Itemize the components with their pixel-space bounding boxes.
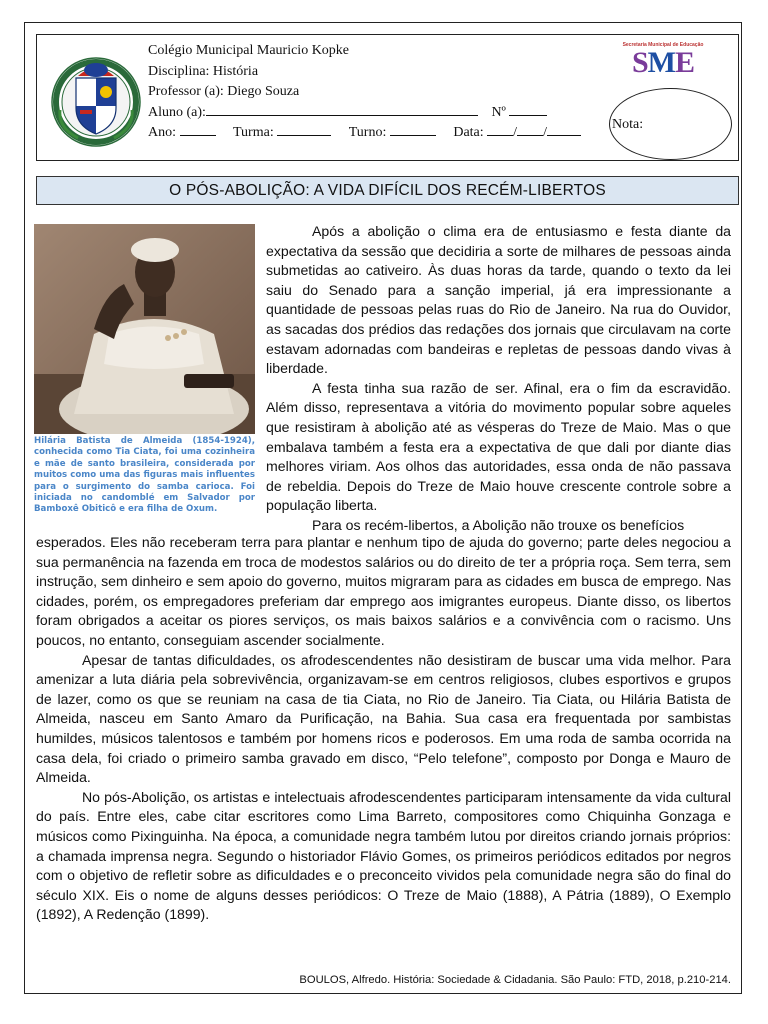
tia-ciata-photo xyxy=(34,224,255,434)
article-text-full xyxy=(36,533,731,925)
class-info-line: Ano: Turma: Turno: Data: / / xyxy=(148,123,581,144)
class-label: Turma: xyxy=(233,125,274,140)
page-title: O PÓS-ABOLIÇÃO: A VIDA DIFÍCIL DOS RECÉM-LIBERTOS xyxy=(36,176,739,205)
class-blank[interactable] xyxy=(277,124,331,136)
municipal-seal-logo xyxy=(50,56,142,148)
sme-logo-small-text: Secretaria Municipal de Educação xyxy=(622,42,704,48)
source-citation: BOULOS, Alfredo. História: Sociedade & Cidadania. São Paulo: FTD, 2018, p.210-214. xyxy=(299,974,731,986)
sme-logo xyxy=(622,42,704,84)
date-day-blank[interactable] xyxy=(487,124,513,136)
paragraph-1: Após a abolição o clima era de entusiasmo e festa diante da expectativa da sessão que decidiria a sorte de milhares de pessoas ainda submetidas ao cativeiro. Às duas horas da tarde, quando o texto da lei saiu do Senado para a sanção imperial, já era impressionante a quantidade de pessoas pelas ruas do Rio de Janeiro. Na rua do Ouvidor, as sacadas dos prédios das redações dos jornais que circulavam na corte estavam adornadas com bandeiras e repletas de pessoas dando vivas à liberdade. xyxy=(266,223,731,377)
year-label: Ano: xyxy=(148,125,176,140)
grade-label: Nota: xyxy=(612,117,644,132)
teacher: Professor (a): Diego Souza xyxy=(148,84,300,99)
paragraph-5: No pós-Abolição, os artistas e intelectuais afrodescendentes participaram intensamente da vida cultural do país. Entre eles, cabe citar escritores como Lima Barreto, compositores como Chiquinha Gonzaga e músicos como Pixinguinha. Na época, a comunidade negra também lutou por direitos criando jornais próprios: a chamada imprensa negra. Segundo o historiador Flávio Gomes, os primeiros periódicos editados por negros com o objetivo de refletir sobre as dificuldades e o preconceito vividos pela comunidade negra são do final do século XIX. Eis o nome de alguns desses periódicos: O Treze de Maio (1888), A Pátria (1889), O Exemplo (1892), A Redenção (1899). xyxy=(36,788,731,923)
date-month-blank[interactable] xyxy=(517,124,543,136)
shift-blank[interactable] xyxy=(390,124,436,136)
header-info xyxy=(148,41,581,144)
student-name-blank[interactable] xyxy=(206,104,478,116)
date-year-blank[interactable] xyxy=(547,124,581,136)
paragraph-3-start: Para os recém-libertos, a Abolição não trouxe os benefícios xyxy=(312,516,685,533)
article-text-wrapped xyxy=(266,222,731,536)
number-label: Nº xyxy=(491,104,506,120)
photo-caption: Hilária Batista de Almeida (1854-1924), conhecida como Tia Ciata, foi uma cozinheira e mãe de santo brasileira, considerada por muitos como uma das figuras mais influentes para o surgimento do samba carioca. Foi iniciada no candomblé em Salvador por Bamboxê Obiticô e era filha de Oxum. xyxy=(34,436,255,515)
student-line xyxy=(148,103,581,124)
discipline: Disciplina: História xyxy=(148,63,259,79)
school-name: Colégio Municipal Mauricio Kopke xyxy=(148,43,350,58)
student-label: Aluno (a): xyxy=(148,104,206,120)
shift-label: Turno: xyxy=(348,125,387,140)
year-blank[interactable] xyxy=(180,124,216,136)
paragraph-4: Apesar de tantas dificuldades, os afrodescendentes não desistiram de buscar uma vida melhor. Para amenizar a luta diária pela sobrevivência, organizavam-se em centros religiosos, clubes esportivos e grupos de lazer, como os que se reuniam na casa de tia Ciata, no Rio de Janeiro. Tia Ciata, ou Hilária Batista de Almeida, nasceu em Santo Amaro da Purificação, na Bahia. Sua casa era frequentada por sambistas humildes, músicos talentosos e também por homens ricos e poderosos. Em uma roda de samba ocorrida na casa dela, foi criado o primeiro samba gravado em disco, “Pelo telefone”, composto por Donga e Mauro de Almeida. xyxy=(36,651,731,786)
paragraph-3-rest: esperados. Eles não receberam terra para plantar e nenhum tipo de ajuda do governo; parte deles negociou a sua permanência na fazenda em troca de modestos salários ou do direito de ter a própria roça. Sem terra, sem instrução, sem dinheiro e sem apoio do governo, muitos migraram para as cidades em busca de emprego. Nas cidades, porém, os empregadores preferiam dar emprego aos imigrantes europeus. Diante disso, os libertos foram obrigados a aceitar os piores serviços, os mais baixos salários e a convivência com o racismo. Uns poucos, no entanto, conseguiam ascender socialmente. xyxy=(36,534,731,648)
sme-logo-letters: SME xyxy=(631,46,695,79)
paragraph-2: A festa tinha sua razão de ser. Afinal, era o fim da escravidão. Além disso, representava a vitória do movimento popular sobre aqueles que resistiram à abolição até as vésperas do Treze de Maio. Mas o que embalava também a festa era a expectativa de que dali por diante dias melhores viriam. Aos olhos das autoridades, essa onda de não passava de rebeldia. Depois do Treze de Maio houve crescente controle sobre a população liberta. xyxy=(266,379,731,514)
date-label: Data: xyxy=(453,125,484,140)
number-blank[interactable] xyxy=(509,104,547,116)
